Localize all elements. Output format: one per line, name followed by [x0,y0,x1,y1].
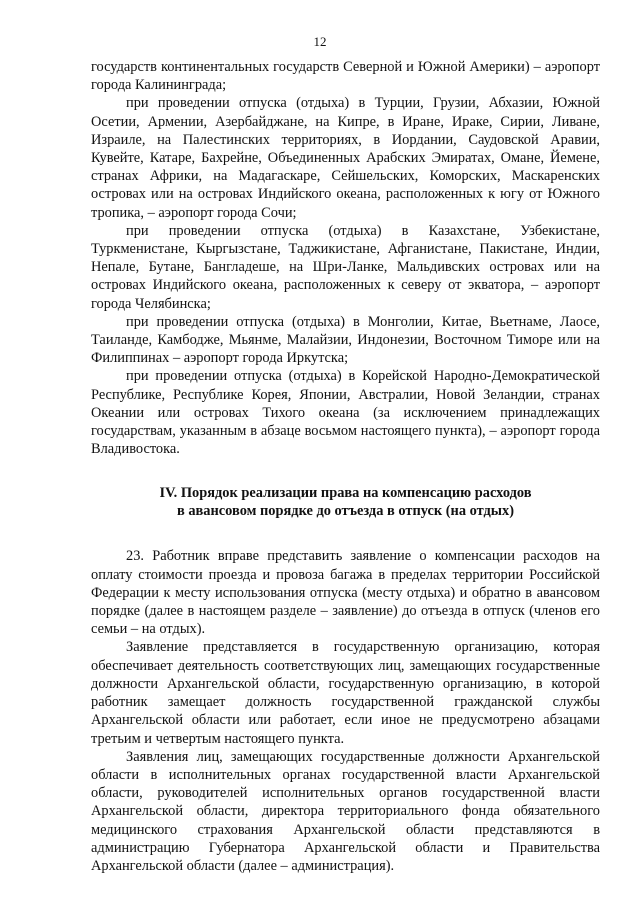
paragraph: при проведении отпуска (отдыха) в Казахстане, Узбекистане, Туркменистане, Кыргызстане, Таджикистане, Афганистане, Пакистане, Индии, Непале, Бутане, Бангладеше, на Шри-Ланке, Мальдивских островах или на островах Индийского океана, расположенных к северу от экватора, – аэропорт города Челябинска; [91,222,600,312]
paragraph: при проведении отпуска (отдыха) в Монголии, Китае, Вьетнаме, Лаосе, Таиланде, Камбодже, Мьянме, Малайзии, Индонезии, Восточном Тиморе или на Филиппинах – аэропорт города Иркутска; [91,313,600,367]
paragraph: 23. Работник вправе представить заявление о компенсации расходов на оплату стоимости проезда и провоза багажа в пределах территории Российской Федерации к месту использования отпуска (месту отдыха) и обратно в авансовом порядке (далее в настоящем разделе – заявление) до отъезда в отпуск (членов его семьи – на отдых). [91,548,600,638]
document-body [91,58,600,875]
section-heading-line-1: IV. Порядок реализации права на компенсацию расходов [159,485,532,502]
section-heading-line-2: в авансовом порядке до отъезда в отпуск (на отдых) [176,503,515,520]
page-number: 12 [313,34,327,49]
section-heading [91,484,600,520]
paragraph: Заявления лиц, замещающих государственные должности Архангельской области в исполнительных органах государственной власти Архангельской области, руководителей исполнительных органов государственной власти Архангельской области, директора территориального фонда обязательного медицинского страхования Архангельской области представляются в администрацию Губернатора Архангельской области и Правительства Архангельской области (далее – администрация). [91,748,600,874]
paragraph: Заявление представляется в государственную организацию, которая обеспечивает деятельность соответствующих лиц, замещающих государственные должности Архангельской области, государственную организацию, в которой работник замещает должность государственной гражданской службы Архангельской области или работает, если иное не предусмотрено абзацами третьим и четвертым настоящего пункта. [91,639,600,747]
paragraph: при проведении отпуска (отдыха) в Турции, Грузии, Абхазии, Южной Осетии, Армении, Азербайджане, на Кипре, в Иране, Ираке, Сирии, Ливане, Израиле, на Палестинских территориях, в Иордании, Саудовской Аравии, Кувейте, Катаре, Бахрейне, Объединенных Арабских Эмиратах, Омане, Йемене, странах Африки, на Мадагаскаре, Сейшельских, Коморских, Маскаренских островах или на островах Индийского океана, расположенных к югу от Южного тропика, – аэропорт города Сочи; [91,95,600,221]
paragraph: государств континентальных государств Северной и Южной Америки) – аэропорт города Калининграда; [91,59,600,94]
paragraph: при проведении отпуска (отдыха) в Корейской Народно-Демократической Республике, Республике Корея, Японии, Австралии, Новой Зеландии, странах Океании или островах Тихого океана (за исключением принадлежащих государствам, указанным в абзаце восьмом настоящего пункта), – аэропорт города Владивостока. [91,368,600,458]
